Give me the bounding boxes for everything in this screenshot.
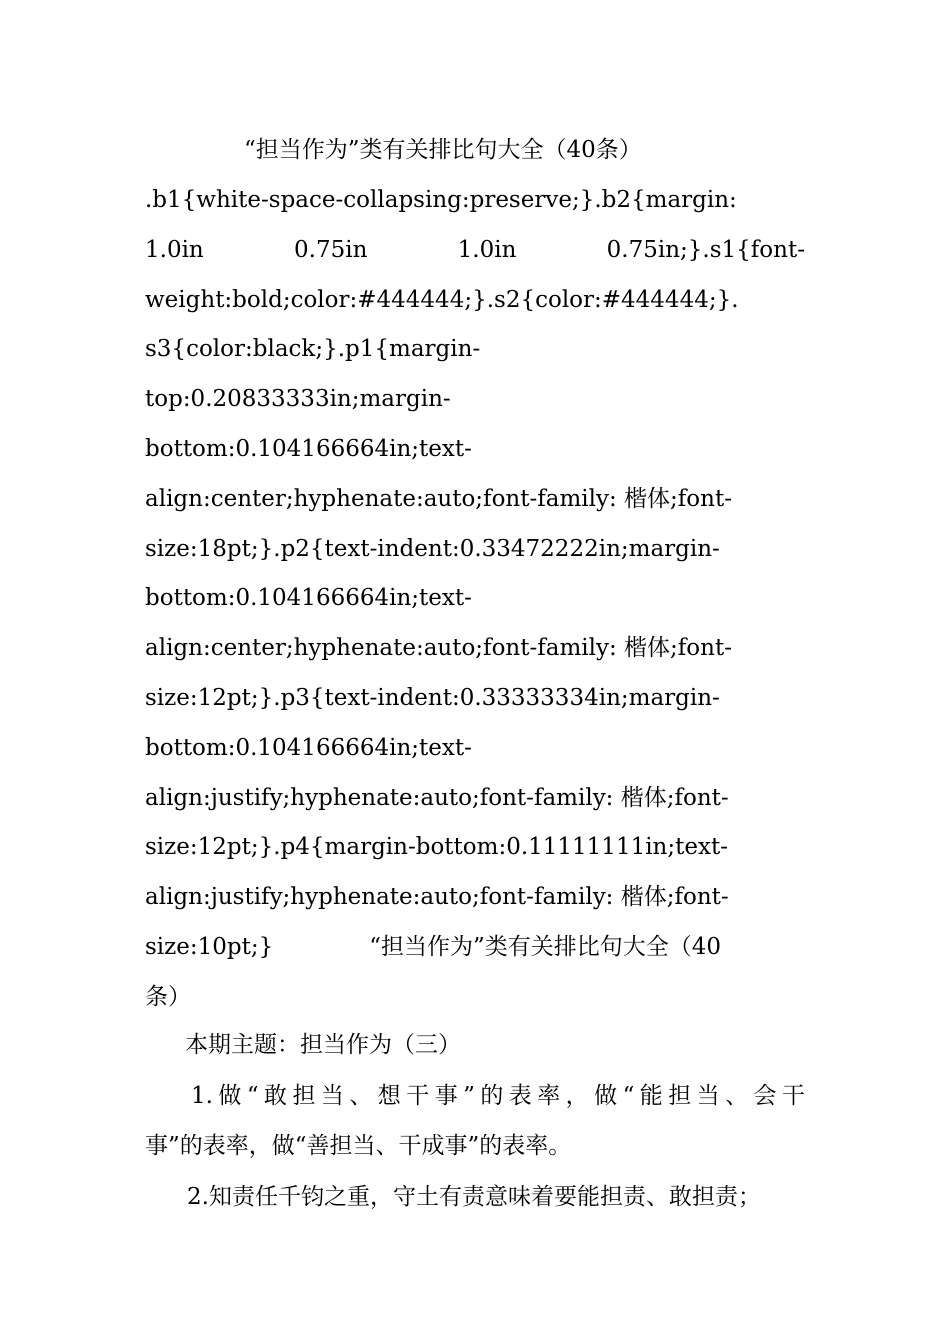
topic-heading: 本期主题：担当作为（三）: [185, 1032, 461, 1058]
list-item-line: 2.知责任千钧之重，守土有责意味着要能担责、敢担责；: [187, 1184, 761, 1210]
css-dump-line: bottom:0.104166664in;text-: [145, 585, 472, 612]
list-item-line: 1.做“敢担当、想干事”的表率，做“能担当、会干: [191, 1083, 805, 1109]
repeated-title-continuation: 条）: [145, 983, 191, 1010]
css-dump-line: align:justify;hyphenate:auto;font-family: 楷体;font-: [145, 884, 729, 911]
list-item: [145, 1071, 805, 1171]
css-dump-line: bottom:0.104166664in;text-: [145, 734, 472, 761]
css-dump-line-end: size:10pt;}: [145, 933, 274, 960]
css-dump-line: size:18pt;}.p2{text-indent:0.33472222in;margin-: [145, 535, 720, 562]
css-dump-line: size:12pt;}.p3{text-indent:0.33333334in;margin-: [145, 684, 720, 711]
css-dump-line: .b1{white-space-collapsing:preserve;}.b2{margin:: [145, 187, 737, 213]
css-dump-line: 1.0in 0.75in 1.0in 0.75in;}.s1{font-: [145, 236, 805, 263]
css-dump-line: align:center;hyphenate:auto;font-family: 楷体;font-: [145, 485, 732, 512]
css-dump-line: size:12pt;}.p4{margin-bottom:0.11111111in;text-: [145, 834, 728, 861]
css-dump-line: weight:bold;color:#444444;}.s2{color:#444444;}.: [145, 286, 739, 313]
css-dump-line: top:0.20833333in;margin-: [145, 386, 451, 413]
css-dump-line: align:justify;hyphenate:auto;font-family: 楷体;font-: [145, 784, 729, 811]
css-dump-text: [145, 176, 805, 1023]
list-item: [145, 1172, 805, 1222]
document-title: “担当作为”类有关排比句大全（40条）: [244, 137, 642, 163]
repeated-title: “担当作为”类有关排比句大全（40: [369, 933, 722, 960]
css-dump-line: s3{color:black;}.p1{margin-: [145, 336, 481, 363]
css-dump-line-with-title: [145, 923, 805, 973]
css-dump-line: align:center;hyphenate:auto;font-family: 楷体;font-: [145, 635, 732, 662]
list-item-line: 事”的表率，做“善担当、干成事”的表率。: [145, 1133, 572, 1159]
css-dump-line: bottom:0.104166664in;text-: [145, 435, 472, 462]
